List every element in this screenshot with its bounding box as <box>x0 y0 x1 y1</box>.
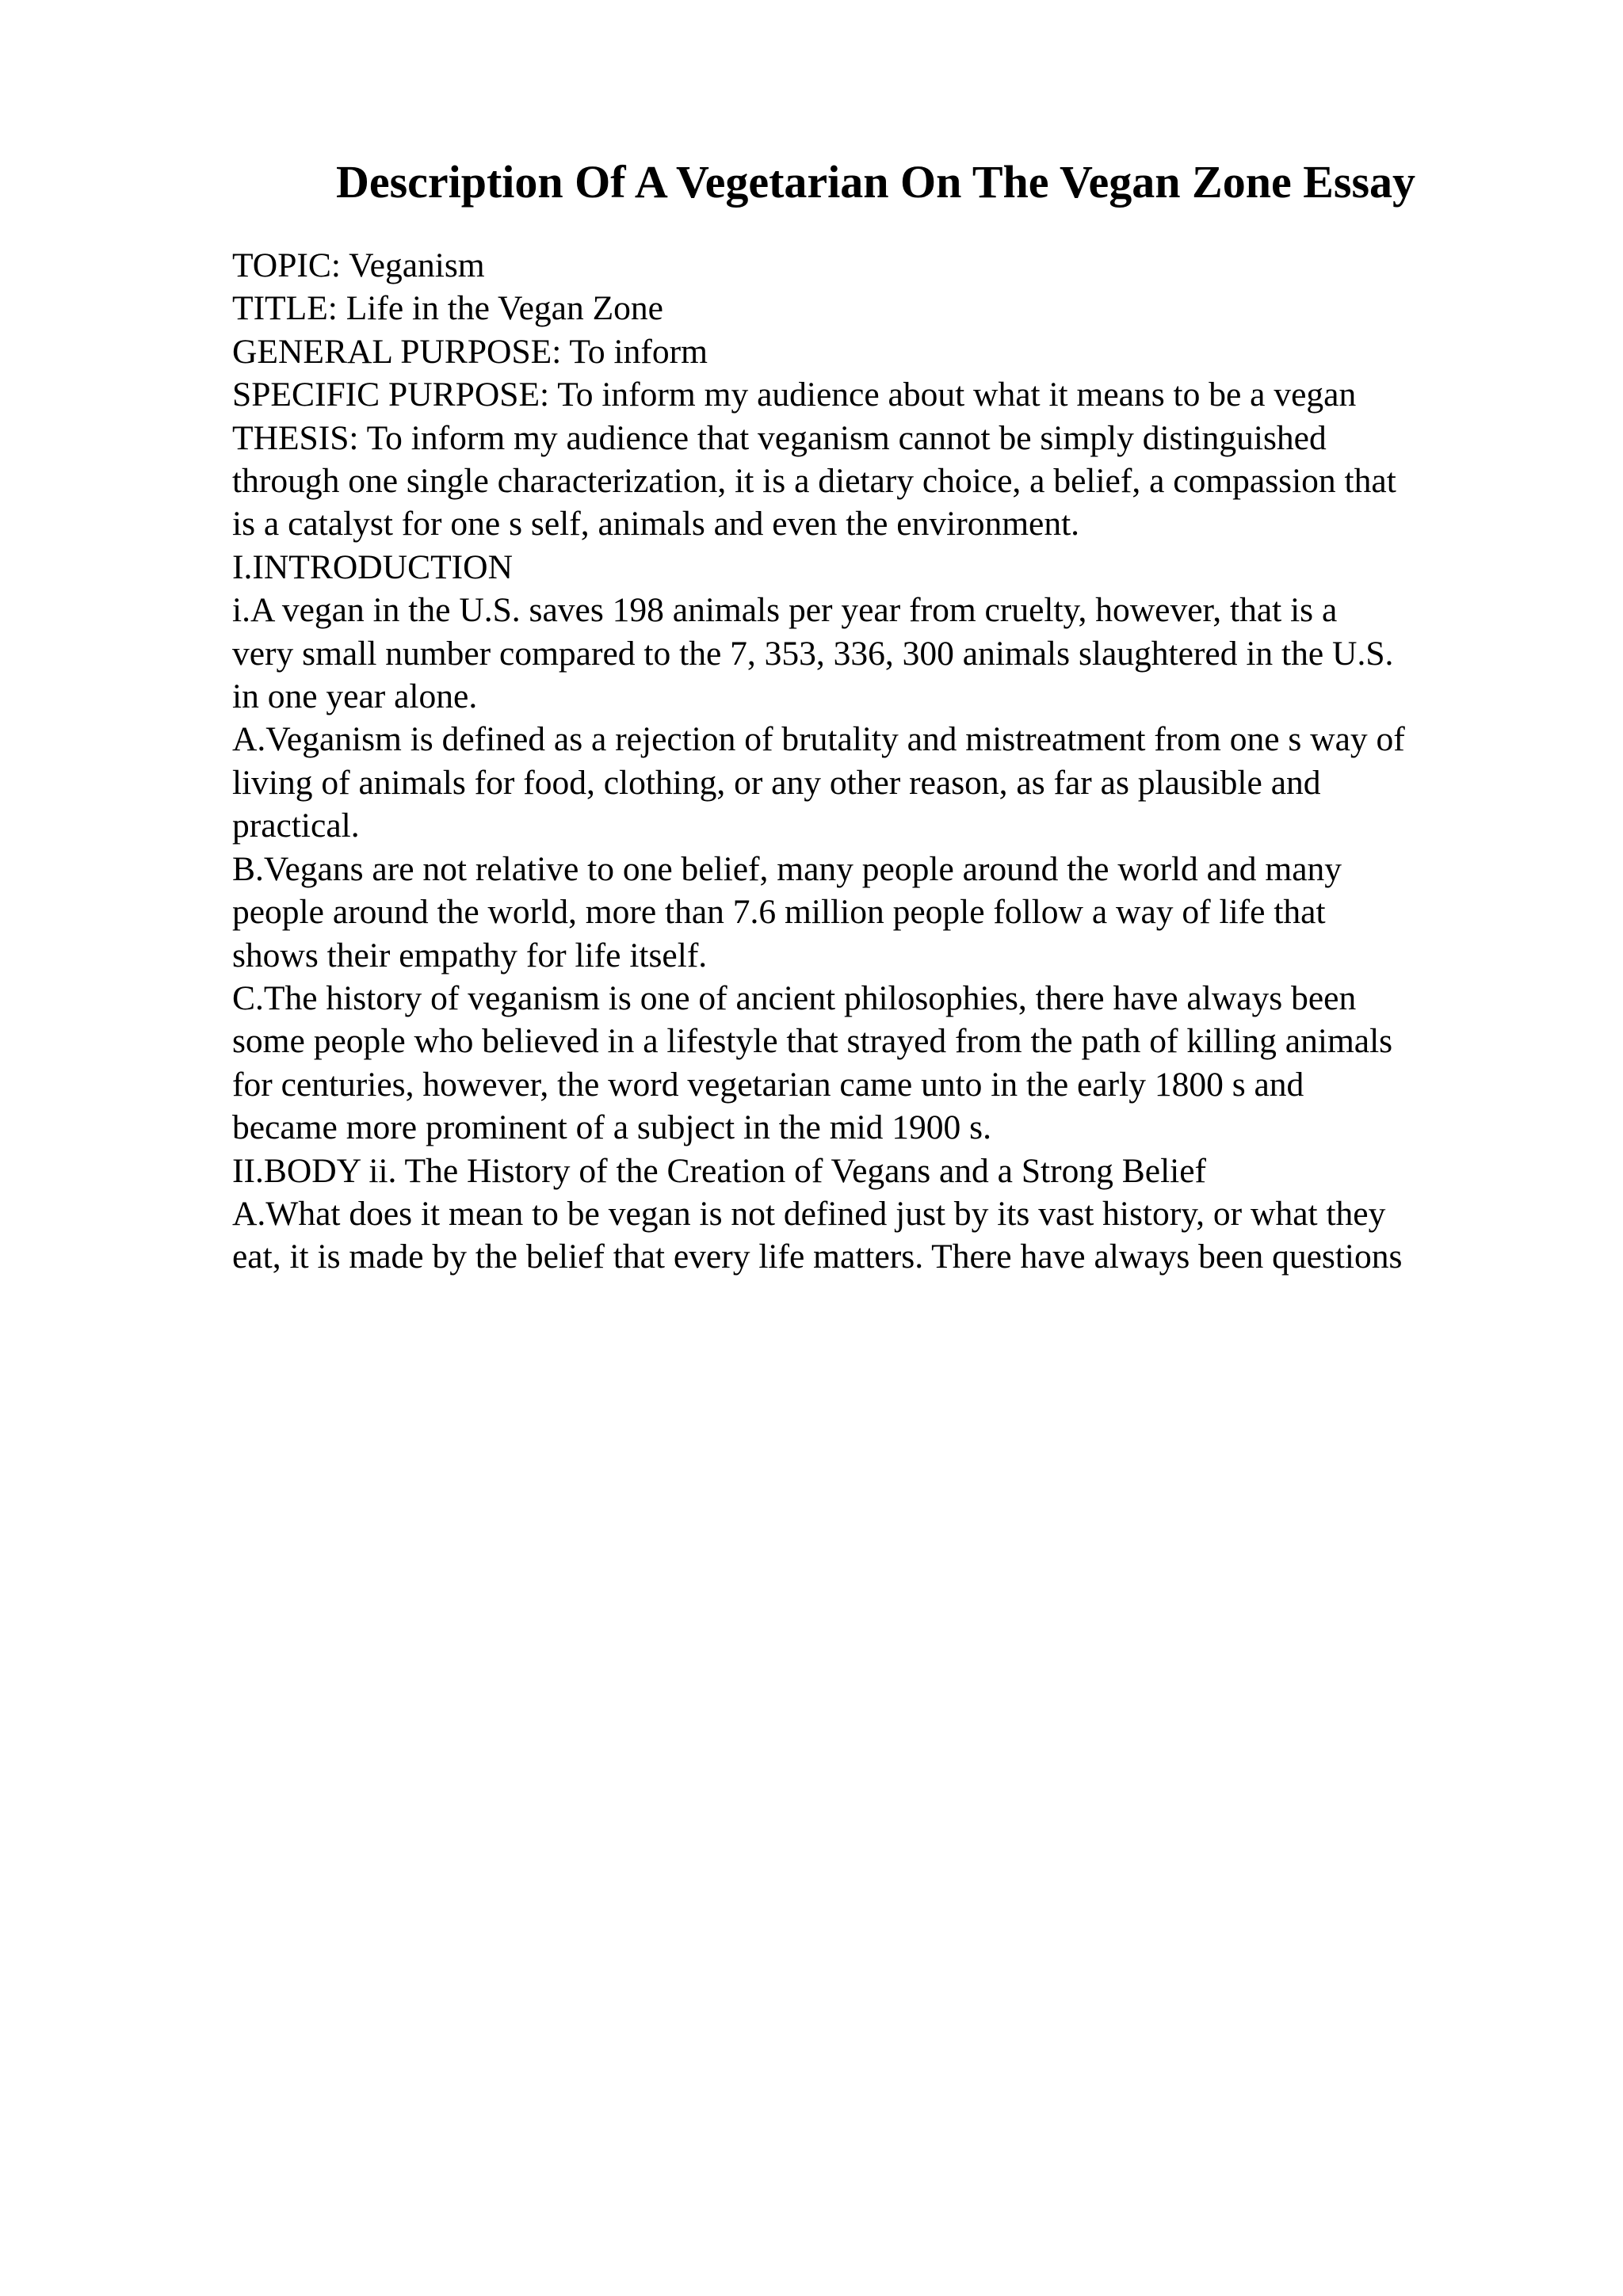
body-line: TITLE: Life in the Vegan Zone <box>232 289 663 328</box>
body-line: THESIS: To inform my audience that veganism cannot be simply distinguished <box>232 418 1327 457</box>
body-line: I.INTRODUCTION <box>232 547 513 586</box>
body-line: practical. <box>232 807 360 845</box>
body-line: shows their empathy for life itself. <box>232 936 708 974</box>
body-line: A.What does it mean to be vegan is not defined just by its vast history, or what they <box>232 1194 1386 1233</box>
body-line: became more prominent of a subject in the mid 1900 s. <box>232 1108 991 1147</box>
body-line: i.A vegan in the U.S. saves 198 animals per year from cruelty, however, that is a <box>232 591 1338 630</box>
body-line: for centuries, however, the word vegetarian came unto in the early 1800 s and <box>232 1065 1304 1104</box>
body-line: is a catalyst for one s self, animals and even the environment. <box>232 505 1080 543</box>
body-line: A.Veganism is defined as a rejection of brutality and mistreatment from one s way of <box>232 720 1405 759</box>
body-line: living of animals for food, clothing, or any other reason, as far as plausible and <box>232 763 1321 802</box>
body-line: GENERAL PURPOSE: To inform <box>232 332 708 371</box>
body-line: through one single characterization, it is a dietary choice, a belief, a compassion that <box>232 462 1396 501</box>
body-line: eat, it is made by the belief that every life matters. There have always been questions <box>232 1238 1403 1276</box>
body-line: SPECIFIC PURPOSE: To inform my audience about what it means to be a vegan <box>232 376 1357 414</box>
body-line: in one year alone. <box>232 677 478 716</box>
document-body <box>232 244 1579 1279</box>
body-line: some people who believed in a lifestyle that strayed from the path of killing animals <box>232 1022 1393 1061</box>
body-line: people around the world, more than 7.6 million people follow a way of life that <box>232 893 1326 932</box>
body-line: very small number compared to the 7, 353, 336, 300 animals slaughtered in the U.S. <box>232 634 1394 673</box>
body-line: C.The history of veganism is one of ancient philosophies, there have always been <box>232 978 1357 1017</box>
document-title: Description Of A Vegetarian On The Vegan Zone Essay <box>335 156 1416 208</box>
body-line: TOPIC: Veganism <box>232 246 485 284</box>
body-line: B.Vegans are not relative to one belief, many people around the world and many <box>232 849 1342 888</box>
body-line: II.BODY ii. The History of the Creation of Vegans and a Strong Belief <box>232 1151 1207 1190</box>
